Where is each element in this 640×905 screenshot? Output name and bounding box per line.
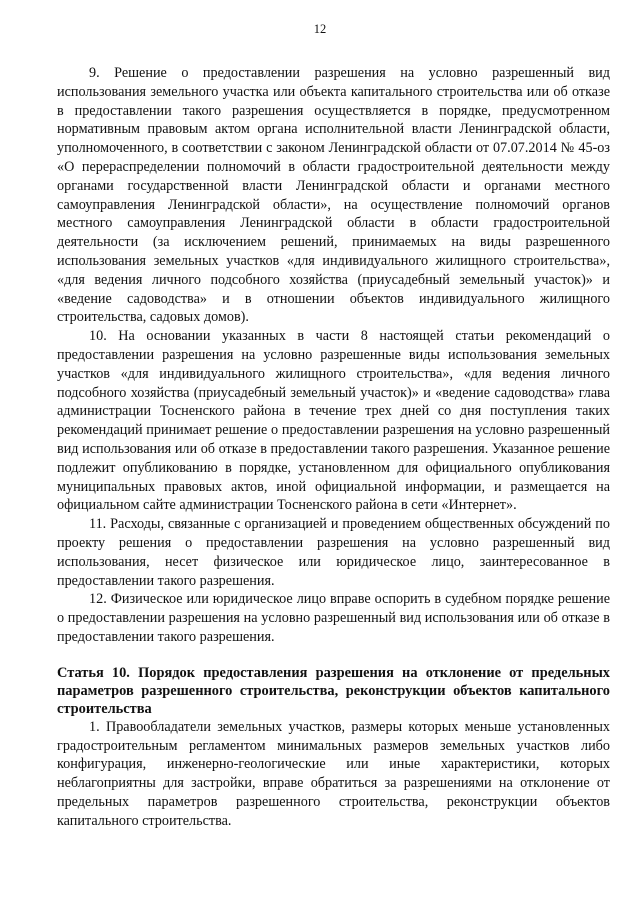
article-10-heading: Статья 10. Порядок предоставления разрешения на отклонение от предельных параметров разрешенного строительства, реконструкции объектов капитального строительства [57, 664, 610, 717]
paragraph-11: 11. Расходы, связанные с организацией и проведением общественных обсуждений по проекту решения о предоставлении разрешения на условно разрешенный вид использования, несет физическое или юридическое лицо, заинтересованное в предоставлении такого разрешения. [57, 516, 610, 589]
paragraph-12: 12. Физическое или юридическое лицо вправе оспорить в судебном порядке решение о предоставлении разрешения на условно разрешенный вид использования или об отказе в предоставлении такого разрешения. [57, 591, 610, 645]
paragraph-10: 10. На основании указанных в части 8 настоящей статьи рекомендаций о предоставлении разрешения на условно разрешенные виды использования земельных участков «для индивидуального жилищного строительства», «для ведения личного подсобного хозяйства (приусадебный земельный участок)» и «ведение садоводства» глава администрации Тосненского района в течение трех дней со дня поступления таких рекомендаций принимает решение о предоставлении разрешения на условно разрешенный вид использования или об отказе в предоставлении такого разрешения. Указанное решение подлежит опубликованию в порядке, установленном для официального опубликования муниципальных правовых актов, иной официальной информации, и размещается на официальном сайте администрации Тосненского района в сети «Интернет». [57, 328, 610, 514]
page-number: 12 [313, 22, 327, 36]
paragraph-9: 9. Решение о предоставлении разрешения на условно разрешенный вид использования земельного участка или объекта капитального строительства или об отказе в предоставлении такого разрешения осуществляется в порядке, предусмотренном нормативным правовым актом органа исполнительной власти Ленинградской области, уполномоченного, в соответствии с законом Ленинградской области от 07.07.2014 № 45-оз «О перераспределении полномочий в области градостроительной деятельности между органами государственной власти Ленинградской области и органами местного самоуправления Ленинградской области», на осуществление полномочий органов местного самоуправления Ленинградской области в области градостроительной деятельности (за исключением решений, принимаемых на виды разрешенного использования земельных участков «для индивидуального жилищного строительства», «для ведения личного подсобного хозяйства (приусадебный земельный участок)» и «ведение садоводства» и в отношении объектов индивидуального жилищного строительства, садовых домов). [57, 65, 610, 326]
section-gap [57, 647, 610, 664]
article-10-paragraph-1: 1. Правообладатели земельных участков, размеры которых меньше установленных градостроительным регламентом минимальных размеров земельных участков либо конфигурация, инженерно-геологические или иные характеристики, которых неблагоприятны для застройки, вправе обратиться за разрешениями на отклонение от предельных параметров разрешенного строительства, реконструкции объектов капитального строительства. [57, 718, 610, 829]
document-body [57, 64, 610, 830]
